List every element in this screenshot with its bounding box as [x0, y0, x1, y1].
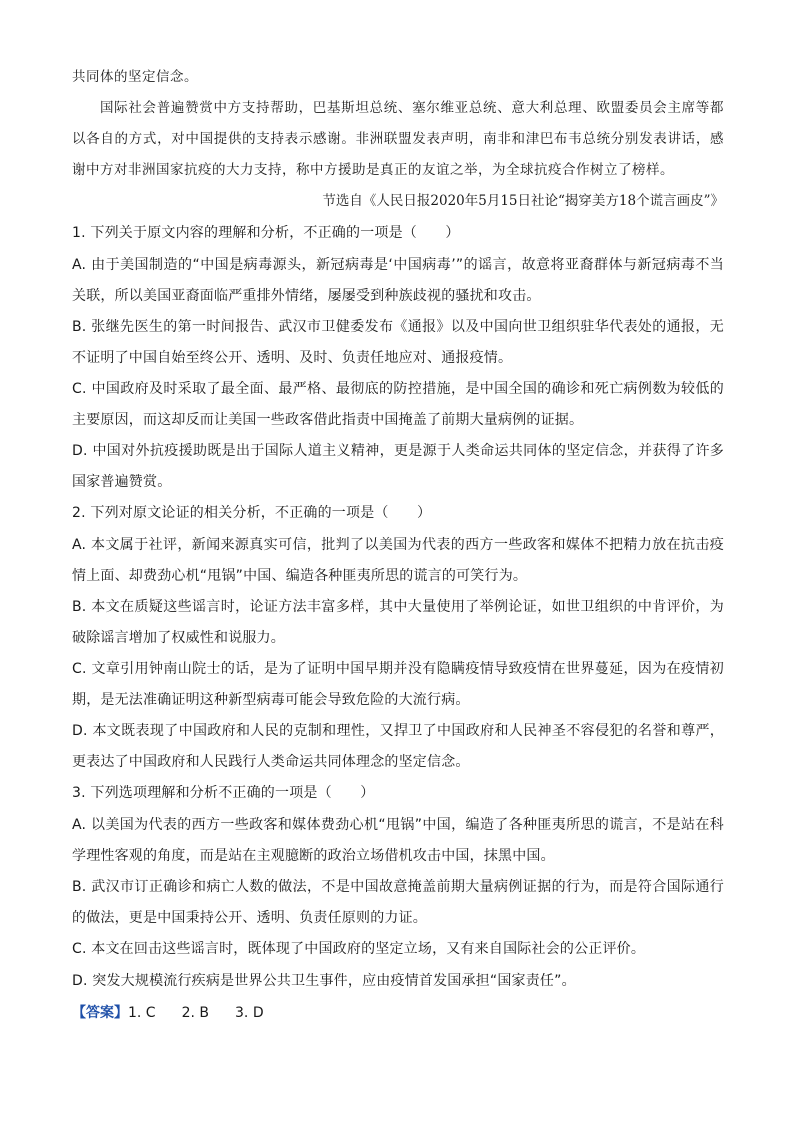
answer-tag: 【答案】	[72, 1005, 128, 1021]
question-1-option-d: D. 中国对外抗疫援助既是出于国际人道主义精神，更是源于人类命运共同体的坚定信念，并获得了许多国家普遍赞赏。	[72, 443, 724, 490]
question-3-stem: 3. 下列选项理解和分析不正确的一项是（ ）	[72, 785, 375, 801]
question-1-stem: 1. 下列关于原文内容的理解和分析，不正确的一项是（ ）	[72, 225, 460, 241]
passage-paragraph: 国际社会普遍赞赏中方支持帮助，巴基斯坦总统、塞尔维亚总统、意大利总理、欧盟委员会主席等都以各自的方式，对中国提供的支持表示感谢。非洲联盟发表声明，南非和津巴布韦总统分别发表讲话，感谢中方对非洲国家抗疫的大力支持，称中方援助是真正的友谊之举，为全球抗疫合作树立了榜样。	[72, 100, 724, 178]
answer-1: 1. C	[128, 1005, 156, 1021]
question-3-option-a: A. 以美国为代表的西方一些政客和媒体费劲心机“甩锅”中国，编造了各种匪夷所思的谎言，不是站在科学理性客观的角度，而是站在主观臆断的政治立场借机攻击中国，抹黑中国。	[72, 817, 724, 864]
passage-source: 节选自《人民日报2020年5月15日社论“揭穿美方18个谎言画皮”》	[322, 193, 724, 209]
answer-line	[72, 998, 290, 1029]
question-1-option-c: C. 中国政府及时采取了最全面、最严格、最彻底的防控措施，是中国全国的确诊和死亡病例数为较低的主要原因，而这却反而让美国一些政客借此指责中国掩盖了前期大量病例的证据。	[72, 381, 724, 428]
answer-3: 3. D	[235, 1005, 264, 1021]
question-1-option-b: B. 张继先医生的第一时间报告、武汉市卫健委发布《通报》以及中国向世卫组织驻华代表处的通报，无不证明了中国自始至终公开、透明、及时、负责任地应对、通报疫情。	[72, 319, 724, 366]
question-1-option-a: A. 由于美国制造的“中国是病毒源头，新冠病毒是‘中国病毒’”的谣言，故意将亚裔群体与新冠病毒不当关联，所以美国亚裔面临严重排外情绪，屡屡受到种族歧视的骚扰和攻击。	[72, 257, 724, 304]
question-2-option-c: C. 文章引用钟南山院士的话，是为了证明中国早期并没有隐瞒疫情导致疫情在世界蔓延，因为在疫情初期，是无法准确证明这种新型病毒可能会导致危险的大流行病。	[72, 661, 724, 708]
question-2-stem: 2. 下列对原文论证的相关分析，不正确的一项是（ ）	[72, 505, 432, 521]
question-2-option-b: B. 本文在质疑这些谣言时，论证方法丰富多样，其中大量使用了举例论证，如世卫组织的中肯评价，为破除谣言增加了权威性和说服力。	[72, 599, 724, 646]
passage-line-top: 共同体的坚定信念。	[72, 69, 198, 85]
question-2-option-a: A. 本文属于社评，新闻来源真实可信，批判了以美国为代表的西方一些政客和媒体不把精力放在抗击疫情上面、却费劲心机“甩锅”中国、编造各种匪夷所思的谎言的可笑行为。	[72, 537, 724, 584]
question-3-option-c: C. 本文在回击这些谣言时，既体现了中国政府的坚定立场，又有来自国际社会的公正评价。	[72, 941, 646, 957]
question-3-option-b: B. 武汉市订正确诊和病亡人数的做法，不是中国故意掩盖前期大量病例证据的行为，而是符合国际通行的做法，更是中国秉持公开、透明、负责任原则的力证。	[72, 879, 724, 926]
question-2-option-d: D. 本文既表现了中国政府和人民的克制和理性，又捍卫了中国政府和人民神圣不容侵犯的名誉和尊严，更表达了中国政府和人民践行人类命运共同体理念的坚定信念。	[72, 723, 724, 770]
answer-2: 2. B	[181, 1005, 210, 1021]
question-3-option-d: D. 突发大规模流行疾病是世界公共卫生事件，应由疫情首发国承担“国家责任”。	[72, 973, 576, 989]
